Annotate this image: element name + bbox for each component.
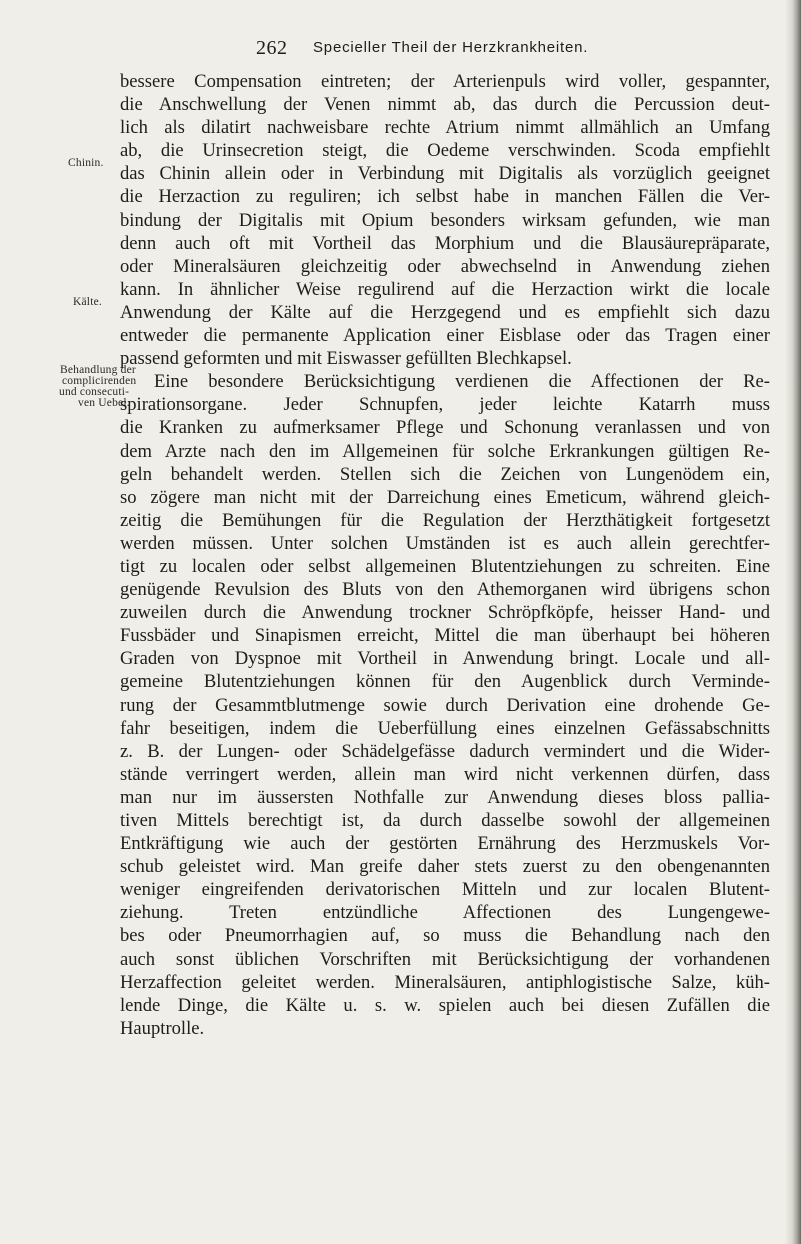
body-text <box>120 70 770 1040</box>
text-line: tigt zu localen oder selbst allgemeinen Blutentziehungen zu schreiten. Eine <box>120 555 770 577</box>
text-line: so zögere man nicht mit der Darreichung eines Emeticum, während gleich- <box>120 486 770 508</box>
margin-note-behandlung-line2: complicirenden <box>62 375 137 387</box>
text-line: lende Dinge, die Kälte u. s. w. spielen auch bei diesen Zufällen die <box>120 994 770 1016</box>
text-line: weniger eingreifenden derivatorischen Mitteln und zur localen Blutent- <box>120 879 770 901</box>
margin-note-behandlung-line3: und consecuti- <box>59 386 130 398</box>
text-line: das Chinin allein oder in Verbindung mit Digitalis als vorzüglich geeignet <box>120 163 770 185</box>
page-header <box>0 37 801 61</box>
text-line: Herzaffection geleitet werden. Mineralsäuren, antiphlogistische Salze, küh- <box>120 971 770 993</box>
text-line: werden müssen. Unter solchen Umständen ist es auch allein gerechtfer- <box>120 532 770 554</box>
text-line: tiven Mittels berechtigt ist, da durch dasselbe sowohl der allgemeinen <box>120 810 770 831</box>
text-line: oder Mineralsäuren gleichzeitig oder abwechselnd in Anwendung ziehen <box>120 255 770 277</box>
text-line: die Anschwellung der Venen nimmt ab, das durch die Percussion deut- <box>120 94 770 116</box>
margin-note-behandlung-line4: ven Uebel. <box>78 397 130 409</box>
running-title: Specieller Theil der Herzkrankheiten. <box>313 39 589 56</box>
text-line: genügende Revulsion des Bluts von den Athemorganen wird übrigens schon <box>120 579 770 601</box>
text-line: die Herzaction zu reguliren; ich selbst habe in manchen Fällen die Ver- <box>120 186 770 208</box>
text-line: ab, die Urinsecretion steigt, die Oedeme verschwinden. Scoda empfiehlt <box>120 140 770 162</box>
text-line: Entkräftigung wie auch der gestörten Ernährung des Herzmuskels Vor- <box>120 833 770 855</box>
text-line: Eine besondere Berücksichtigung verdienen die Affectionen der Re- <box>154 371 770 393</box>
text-line: gemeine Blutentziehungen können für den Augenblick durch Verminde- <box>120 671 770 693</box>
text-line: passend geformten und mit Eiswasser gefüllten Blechkapsel. <box>120 348 572 370</box>
text-line: schub geleistet wird. Man greife daher stets zuerst zu den obengenannten <box>120 856 770 878</box>
text-line: zuweilen durch die Anwendung trockner Schröpfköpfe, heisser Hand- und <box>120 602 770 624</box>
text-line: Anwendung der Kälte auf die Herzgegend und es empfiehlt sich dazu <box>120 301 770 323</box>
text-line: entweder die permanente Application einer Eisblase oder das Tragen einer <box>120 325 770 347</box>
text-line: geln behandelt werden. Stellen sich die Zeichen von Lungenödem ein, <box>120 463 770 485</box>
page-number: 262 <box>256 37 288 59</box>
text-line: spirationsorgane. Jeder Schnupfen, jeder leichte Katarrh muss <box>120 394 770 416</box>
text-line: auch sonst üblichen Vorschriften mit Berücksichtigung der vorhandenen <box>120 948 770 970</box>
text-line: denn auch oft mit Vortheil das Morphium und die Blausäurepräparate, <box>120 232 770 254</box>
text-line: Graden von Dyspnoe mit Vortheil in Anwendung bringt. Locale und all- <box>120 648 770 670</box>
margin-note-kaelte: Kälte. <box>73 296 102 308</box>
text-line: man nur im äussersten Nothfalle zur Anwendung dieses bloss pallia- <box>120 786 770 808</box>
text-line: rung der Gesammtblutmenge sowie durch Derivation eine drohende Ge- <box>120 694 770 716</box>
margin-note-behandlung-line1: Behandlung der <box>60 364 136 376</box>
text-line: bindung der Digitalis mit Opium besonders wirksam gefunden, wie man <box>120 209 770 231</box>
text-line: fahr beseitigen, indem die Ueberfüllung eines einzelnen Gefässabschnitts <box>120 717 770 739</box>
text-line: zeitig die Bemühungen für die Regulation der Herzthätigkeit fortgesetzt <box>120 509 770 531</box>
text-line: die Kranken zu aufmerksamer Pflege und Schonung veranlassen und von <box>120 417 770 439</box>
text-line: bessere Compensation eintreten; der Arterienpuls wird voller, gespannter, <box>120 71 770 92</box>
text-line: bes oder Pneumorrhagien auf, so muss die Behandlung nach den <box>120 925 770 947</box>
text-line: z. B. der Lungen- oder Schädelgefässe dadurch vermindert und die Wider- <box>120 740 770 762</box>
page-edge-shadow <box>785 0 801 1244</box>
text-line: Fussbäder und Sinapismen erreicht, Mittel die man überhaupt bei höheren <box>120 625 770 647</box>
text-line: ziehung. Treten entzündliche Affectionen des Lungengewe- <box>120 902 770 924</box>
text-line: lich als dilatirt nachweisbare rechte Atrium nimmt allmählich an Umfang <box>120 117 770 139</box>
text-line: kann. In ähnlicher Weise regulirend auf die Herzaction wirkt die locale <box>120 278 770 300</box>
text-line: stände verringert werden, allein man wird nicht verkennen dürfen, dass <box>120 763 770 785</box>
text-line: dem Arzte nach den im Allgemeinen für solche Erkrankungen gültigen Re- <box>120 440 770 462</box>
margin-note-chinin: Chinin. <box>68 157 104 169</box>
text-line: Hauptrolle. <box>120 1017 205 1039</box>
